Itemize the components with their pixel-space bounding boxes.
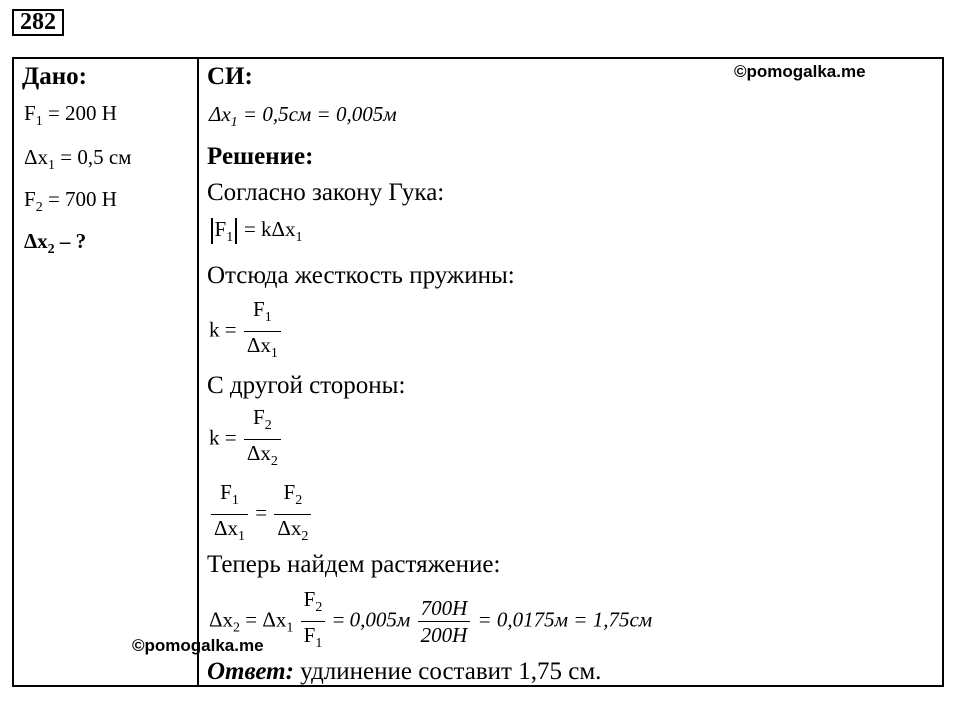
sub-1: 1 (270, 346, 278, 361)
dx-symbol: Δx (262, 607, 287, 632)
answer-label: Ответ: (207, 658, 294, 685)
denominator (244, 331, 281, 367)
given-value: = 0,5 см (55, 145, 132, 169)
fraction (274, 479, 311, 550)
f-symbol: F (253, 405, 265, 429)
solution-line-other-side: С другой стороны: (207, 372, 406, 399)
given-value: = 700 Н (42, 187, 117, 211)
given-item-f2 (24, 187, 117, 216)
dx-symbol: Δx (209, 607, 234, 632)
watermark-bottom: ©pomogalka.me (132, 636, 264, 655)
equals-sign: = (245, 607, 258, 632)
answer-text: удлинение составит 1,75 см. (293, 658, 602, 685)
k-symbol: k (261, 217, 272, 241)
given-sub: 2 (47, 242, 55, 257)
numerator (274, 479, 311, 514)
equals-sign: = (255, 500, 268, 525)
solution-line-hooke: Согласно закону Гука: (207, 179, 445, 206)
column-divider (197, 59, 199, 685)
si-conversion (209, 102, 397, 131)
equals-sign: = (332, 607, 345, 632)
given-value: = 200 Н (42, 101, 117, 125)
given-sub: 1 (48, 158, 56, 173)
numerator (244, 404, 281, 439)
formula-result (209, 586, 652, 657)
solution-line-stiffness: Отсюда жесткость пружины: (207, 262, 515, 289)
sub-1: 1 (315, 636, 323, 651)
k-symbol: k (209, 425, 220, 450)
solution-table (12, 57, 944, 687)
given-sub: 1 (35, 114, 43, 129)
problem-number: 282 (12, 9, 64, 36)
abs-bar-left (211, 218, 213, 244)
numerator (301, 586, 326, 621)
fraction (301, 586, 326, 657)
formula-hooke (209, 217, 303, 246)
si-sub: 1 (230, 115, 238, 130)
sub-2: 2 (233, 620, 241, 636)
dx-symbol: Δx (271, 217, 296, 241)
sub-1: 1 (264, 310, 272, 325)
numerator (211, 479, 248, 514)
given-item-dx2 (24, 229, 86, 258)
f-symbol: F (253, 297, 265, 321)
sub-2: 2 (270, 454, 278, 469)
denominator: 200Н (418, 621, 471, 648)
si-sym: Δx (209, 102, 231, 126)
f-symbol: F (283, 480, 296, 504)
sub-1: 1 (231, 493, 239, 508)
si-title: СИ: (207, 63, 253, 90)
dx-symbol: Δx (246, 333, 271, 357)
given-sym: F (24, 101, 36, 125)
numerator: 700Н (420, 596, 468, 620)
equals-sign: = (243, 217, 256, 241)
sub-1: 1 (295, 230, 303, 245)
solution-title: Решение: (207, 143, 314, 170)
formula-k2 (209, 404, 283, 475)
sub-2: 2 (295, 493, 303, 508)
dx-symbol: Δx (214, 516, 239, 540)
abs-bar-right (235, 218, 237, 244)
given-item-f1 (24, 101, 117, 130)
dx-symbol: Δx (277, 516, 302, 540)
given-item-dx1 (24, 145, 131, 174)
dx-symbol: Δx (246, 441, 271, 465)
given-sub: 2 (35, 200, 43, 215)
denominator (301, 621, 326, 657)
f-symbol: F (220, 480, 232, 504)
given-value: – ? (54, 229, 87, 253)
fraction (244, 296, 281, 367)
fraction (244, 404, 281, 475)
answer-line (207, 658, 601, 686)
denominator (274, 514, 311, 550)
given-sym: Δx (24, 145, 49, 169)
fraction (211, 479, 248, 550)
sub-2: 2 (315, 600, 323, 615)
sub-1: 1 (238, 529, 246, 544)
given-sym: F (24, 187, 36, 211)
sub-2: 2 (264, 418, 272, 433)
sub-1: 1 (226, 230, 234, 245)
k-symbol: k (209, 317, 220, 342)
value-0005: 0,005м (349, 607, 411, 632)
numerator (244, 296, 281, 331)
f-symbol: F (303, 587, 316, 611)
f-symbol: F (214, 217, 227, 241)
given-sym: Δx (24, 229, 48, 253)
si-value: = 0,5см = 0,005м (237, 102, 397, 126)
solution-line-find: Теперь найдем растяжение: (207, 551, 501, 578)
sub-1: 1 (286, 620, 294, 636)
formula-k1 (209, 296, 283, 367)
sub-2: 2 (301, 529, 309, 544)
denominator (244, 439, 281, 475)
equals-sign: = (224, 317, 237, 342)
watermark-top: ©pomogalka.me (734, 62, 866, 81)
result-value: = 0,0175м = 1,75см (477, 607, 653, 632)
formula-ratio (209, 479, 313, 550)
given-title: Дано: (22, 63, 87, 90)
fraction (418, 595, 471, 648)
f-symbol: F (303, 623, 316, 647)
denominator (211, 514, 248, 550)
equals-sign: = (224, 425, 237, 450)
